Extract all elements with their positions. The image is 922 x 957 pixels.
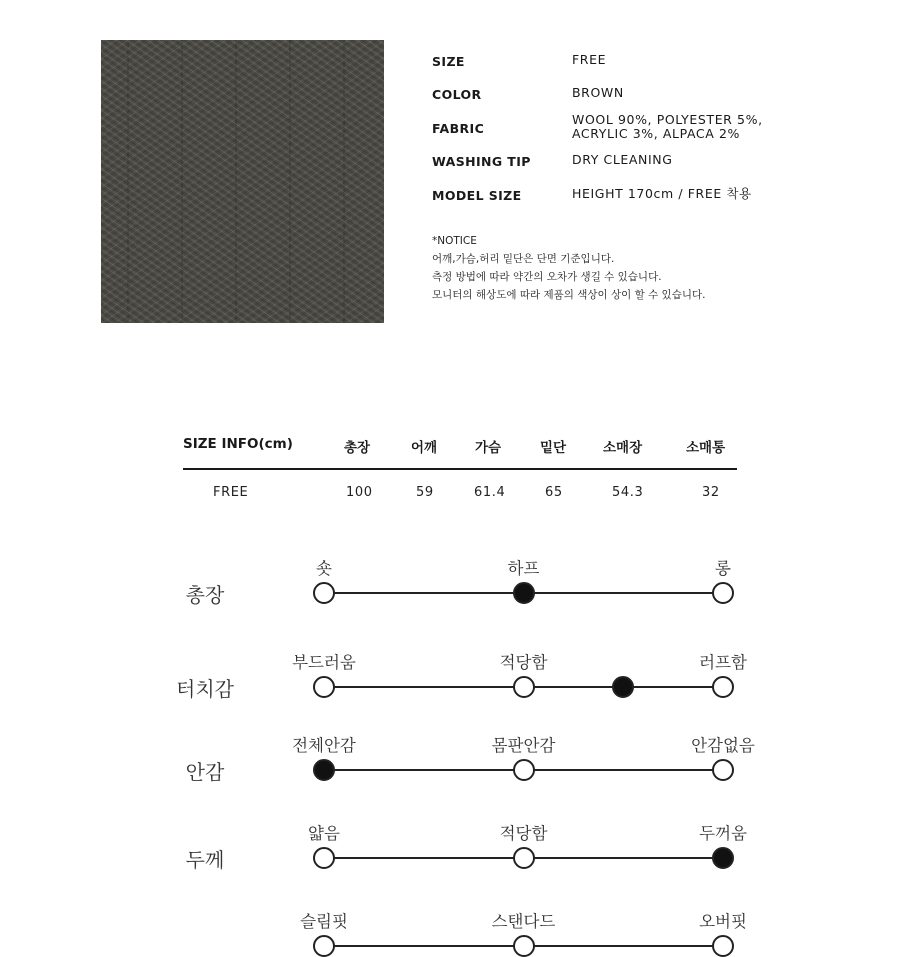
- spec-value-fabric-line2: ACRYLIC 3%, ALPACA 2%: [572, 126, 740, 141]
- scale-dot: [513, 759, 535, 781]
- spec-value-washing-tip: DRY CLEANING: [572, 152, 673, 167]
- scale-dot: [313, 582, 335, 604]
- size-table-cell: 54.3: [612, 485, 644, 500]
- size-table-header-cell: 총장: [344, 440, 371, 456]
- scale-dot-selected: [612, 676, 634, 698]
- scale-dot: [313, 935, 335, 957]
- scale-option-label: 스탠다드: [491, 912, 556, 931]
- spec-value-color: BROWN: [572, 85, 624, 100]
- size-table-cell: 65: [545, 485, 563, 500]
- scale-dot-selected: [313, 759, 335, 781]
- scale-option-label: 숏: [316, 559, 332, 578]
- scale-dot: [712, 935, 734, 957]
- scale-dot: [513, 847, 535, 869]
- scale-row-label: 터치감: [176, 677, 234, 701]
- scale-dot: [313, 847, 335, 869]
- scale-dot: [712, 759, 734, 781]
- size-table-header-cell: 소매장: [603, 440, 643, 456]
- scale-option-label: 슬림핏: [300, 912, 348, 931]
- scale-option-label: 오버핏: [699, 912, 747, 931]
- scale-option-label: 부드러움: [292, 653, 356, 672]
- scale-dot-selected: [712, 847, 734, 869]
- size-table-cell-size: FREE: [213, 485, 249, 500]
- scale-option-label: 롱: [715, 559, 731, 578]
- notice-title: *NOTICE: [432, 235, 477, 247]
- scale-row-label: 두께: [185, 848, 225, 872]
- notice-line: 모니터의 해상도에 따라 제품의 색상이 상이 할 수 있습니다.: [432, 289, 706, 301]
- spec-value-size: FREE: [572, 52, 607, 67]
- spec-key-size: SIZE: [432, 54, 465, 69]
- size-table-header-cell: 소매통: [686, 440, 726, 456]
- spec-key-model-size: MODEL SIZE: [432, 188, 522, 203]
- size-table-cell: 61.4: [474, 485, 506, 500]
- scale-option-label: 몸판안감: [491, 736, 556, 755]
- size-table-header-cell: 어깨: [411, 440, 438, 456]
- scale-option-label: 두꺼움: [699, 824, 747, 843]
- scale-dot: [313, 676, 335, 698]
- size-table-cell: 100: [346, 485, 373, 500]
- spec-value-model-size: HEIGHT 170cm / FREE 착용: [572, 186, 752, 201]
- scale-dot: [712, 582, 734, 604]
- scale-dot: [513, 935, 535, 957]
- scale-option-label: 하프: [507, 559, 540, 578]
- scale-dot-selected: [513, 582, 535, 604]
- spec-value-fabric-line1: WOOL 90%, POLYESTER 5%,: [572, 112, 763, 127]
- notice-line: 어깨,가슴,허리 밑단은 단면 기준입니다.: [432, 253, 615, 265]
- size-table-header-cell: 밑단: [540, 440, 567, 456]
- scale-dot: [513, 676, 535, 698]
- scale-option-label: 안감없음: [691, 736, 755, 755]
- scale-dot: [712, 676, 734, 698]
- size-table-header-title: SIZE INFO(cm): [183, 436, 293, 452]
- size-table-header-cell: 가슴: [475, 440, 502, 456]
- spec-key-washing-tip: WASHING TIP: [432, 154, 531, 169]
- scale-option-label: 얇음: [308, 824, 340, 843]
- size-table-cell: 59: [416, 485, 434, 500]
- notice-line: 측정 방법에 따라 약간의 오차가 생길 수 있습니다.: [432, 271, 662, 283]
- fabric-swatch-image: [101, 40, 384, 323]
- spec-key-color: COLOR: [432, 87, 482, 102]
- scale-row-label: 안감: [185, 760, 225, 784]
- scale-option-label: 전체안감: [292, 736, 356, 755]
- scale-option-label: 적당함: [499, 653, 548, 672]
- size-table-divider: [183, 468, 737, 470]
- size-table-cell: 32: [702, 485, 720, 500]
- scale-option-label: 러프함: [699, 653, 747, 672]
- scale-option-label: 적당함: [499, 824, 548, 843]
- spec-key-fabric: FABRIC: [432, 121, 485, 136]
- scale-row-label: 총장: [185, 583, 225, 607]
